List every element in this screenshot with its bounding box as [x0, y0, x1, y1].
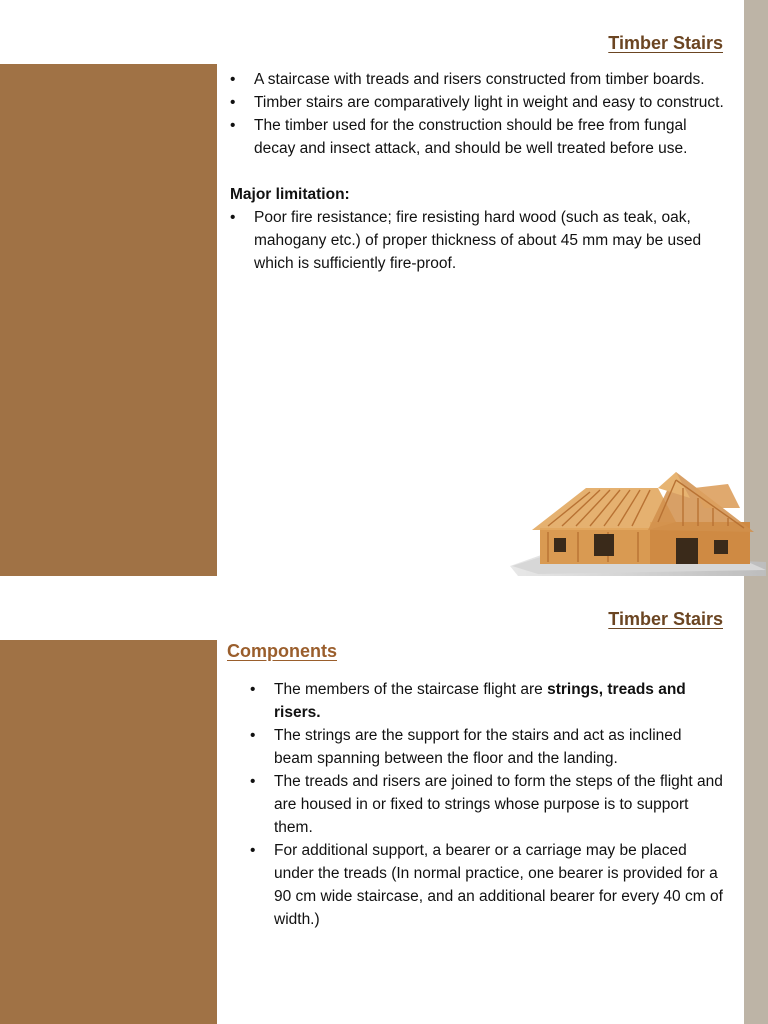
slide-content [250, 678, 724, 931]
left-accent-bar [0, 640, 217, 1024]
list-item: • For additional support, a bearer or a carriage may be placed under the treads (In normal practice, one bearer is provided for a 90 cm wide staircase, and an additional bearer for every 40 cm of width.) [250, 839, 724, 931]
list-item: • A staircase with treads and risers constructed from timber boards. [230, 68, 724, 91]
bullet-icon: • [230, 117, 236, 134]
list-item: • The members of the staircase flight are strings, treads and risers. [250, 678, 724, 724]
list-item: • The strings are the support for the stairs and act as inclined beam spanning between the floor and the landing. [250, 724, 724, 770]
limitation-heading: Major limitation: [230, 186, 350, 203]
bullet-icon: • [250, 727, 256, 744]
bullet-list [230, 68, 724, 160]
bullet-icon: • [250, 842, 256, 859]
components-heading: Components [227, 641, 337, 661]
limitation-list [230, 206, 724, 275]
right-accent-strip [744, 576, 768, 1024]
left-accent-bar [0, 64, 217, 576]
timber-house-illustration [508, 458, 768, 576]
bullet-icon: • [230, 71, 236, 88]
bullet-list [250, 678, 724, 931]
bullet-icon: • [230, 94, 236, 111]
slide-title: Timber Stairs [608, 609, 723, 629]
bullet-icon: • [250, 681, 256, 698]
list-item: • Timber stairs are comparatively light in weight and easy to construct. [230, 91, 724, 114]
bullet-icon: • [250, 773, 256, 790]
slide-title: Timber Stairs [608, 33, 723, 53]
list-item: • Poor fire resistance; fire resisting hard wood (such as teak, oak, mahogany etc.) of proper thickness of about 45 mm may be used which is sufficiently fire-proof. [230, 206, 724, 275]
bullet-icon: • [230, 209, 236, 226]
list-item: • The timber used for the construction should be free from fungal decay and insect attack, and should be well treated before use. [230, 114, 724, 160]
list-item: • The treads and risers are joined to form the steps of the flight and are housed in or fixed to strings whose purpose is to support them. [250, 770, 724, 839]
slide-2 [0, 576, 768, 1024]
slide-content [230, 68, 724, 275]
